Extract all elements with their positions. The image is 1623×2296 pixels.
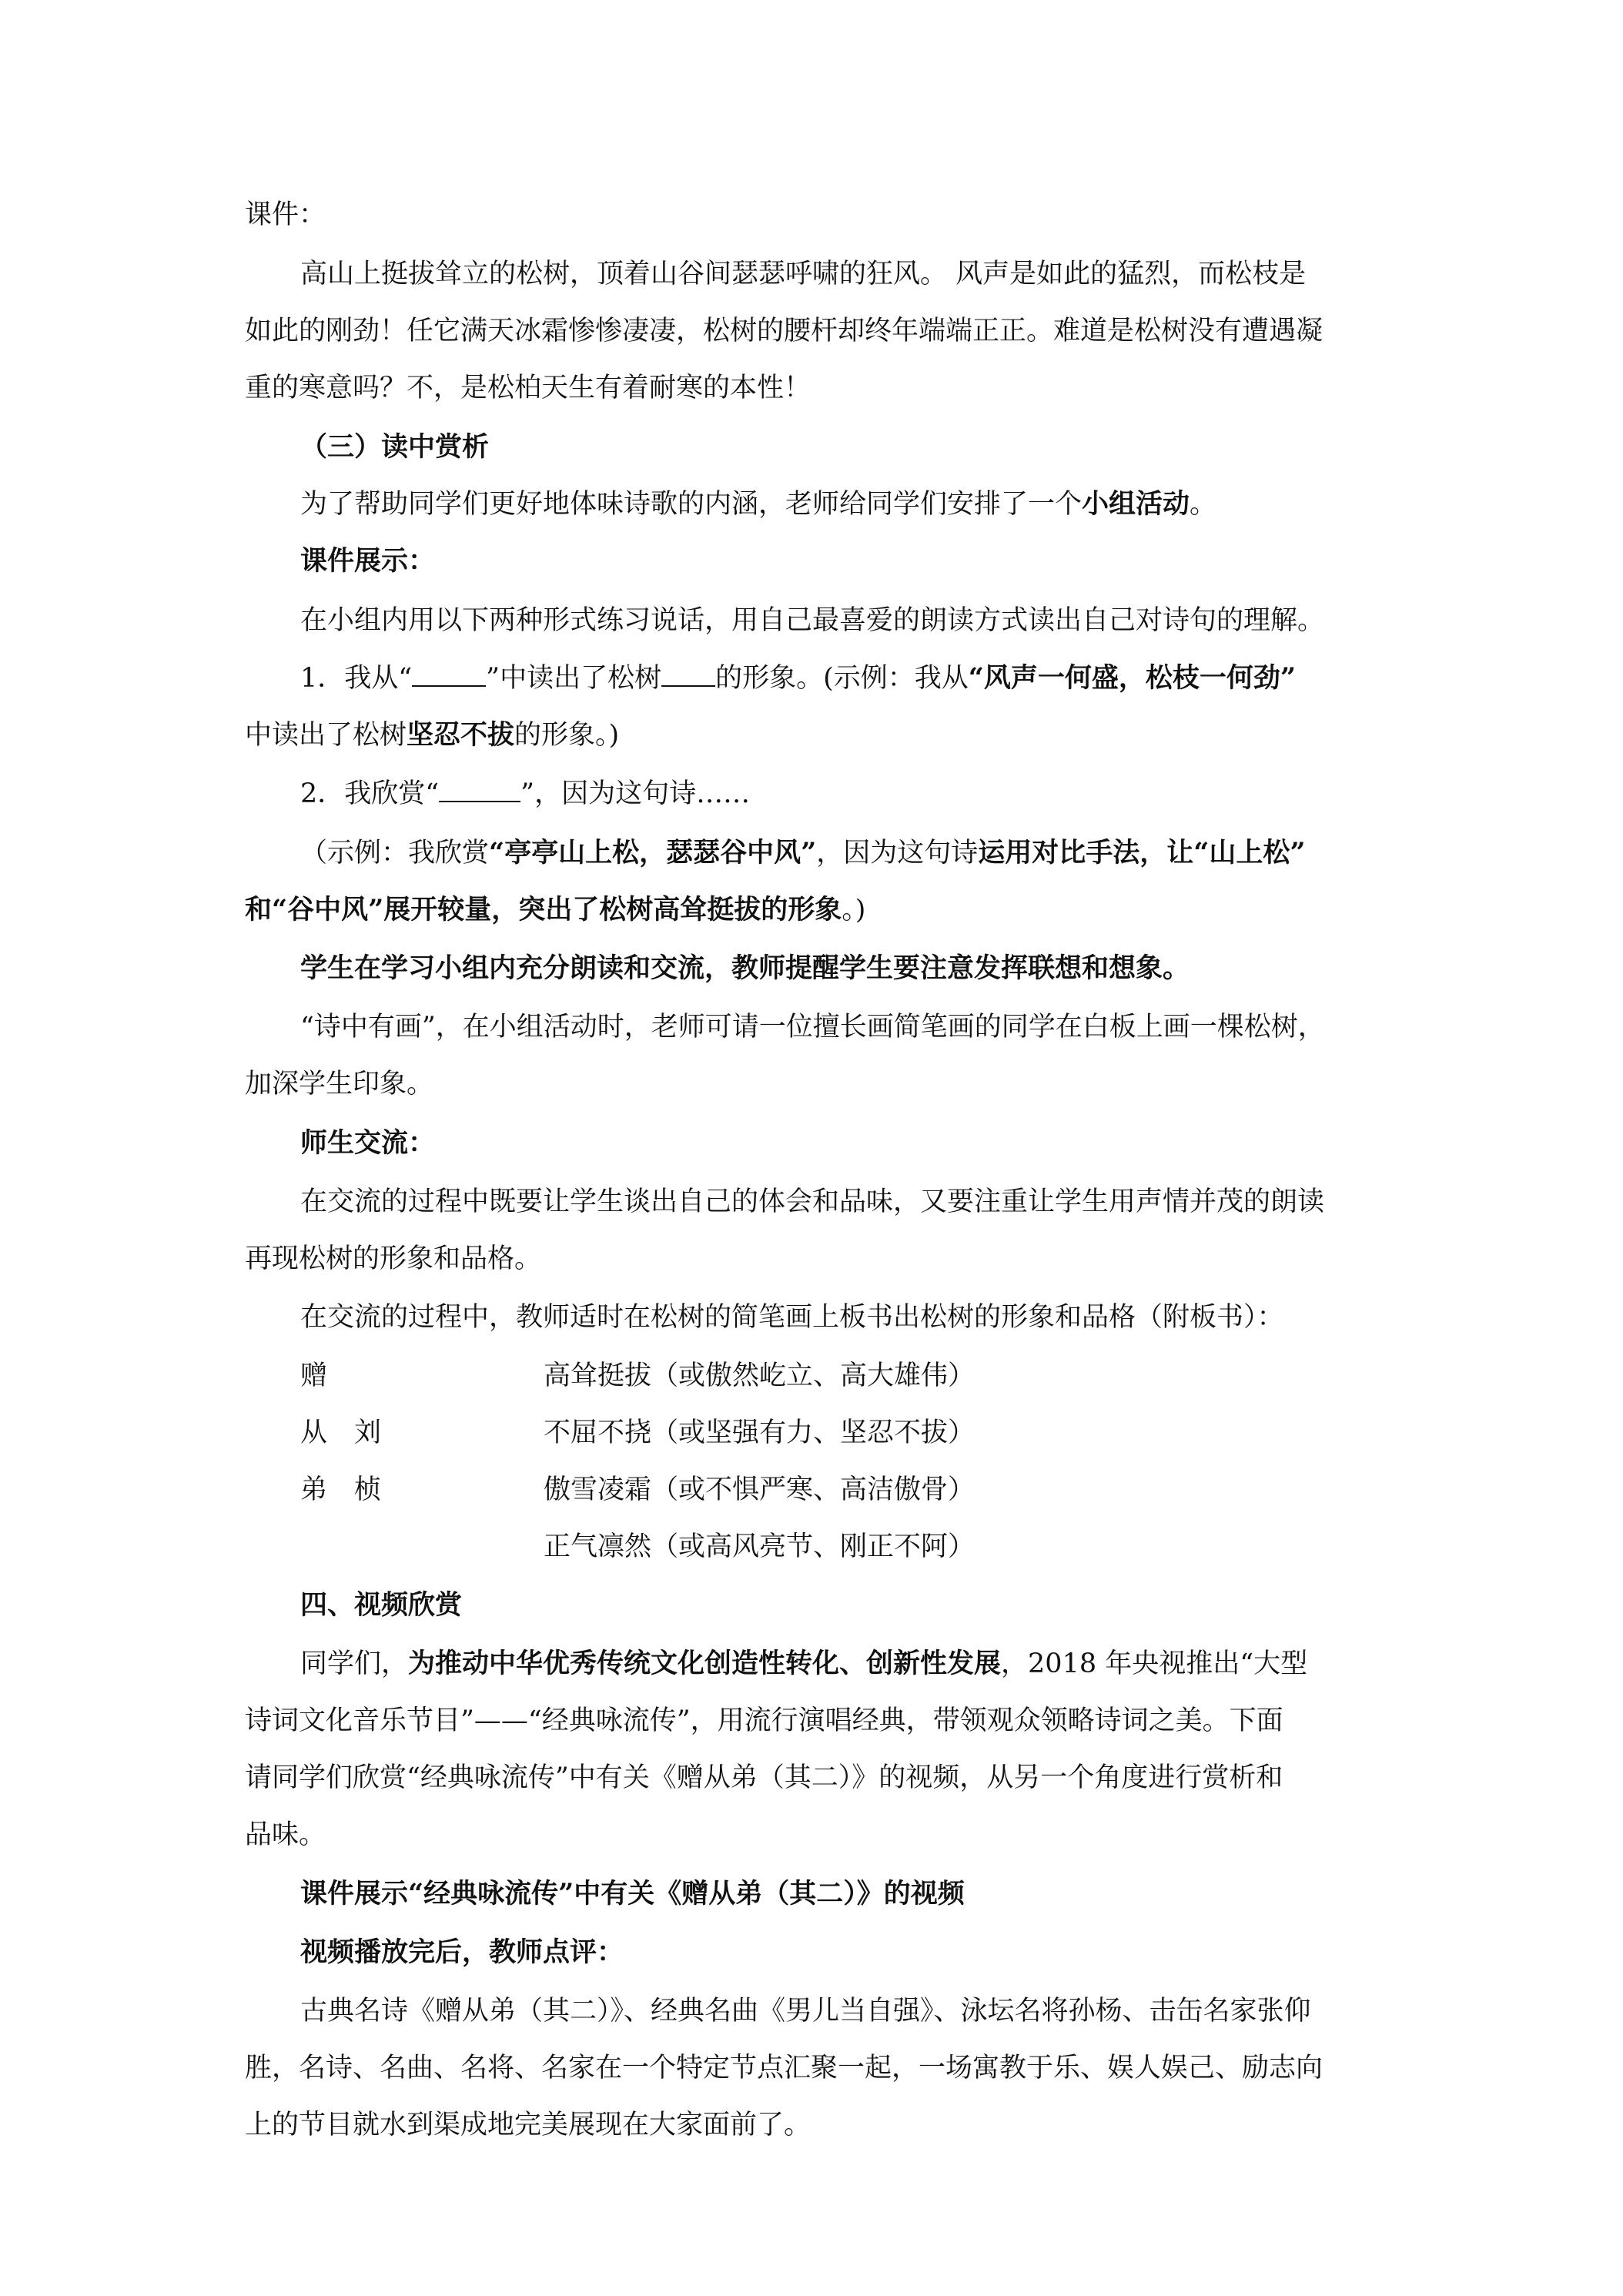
- example-line-2: [245, 882, 1400, 938]
- question-2: [300, 766, 1455, 822]
- text-bold-segment: 坚忍不拔: [407, 719, 515, 751]
- board-left-3: 弟 桢: [300, 1474, 382, 1505]
- text-bold-segment: 运用对比手法，让“山上松”: [978, 837, 1306, 869]
- heading-courseware: 课件：: [245, 199, 326, 230]
- paragraph-review-2: 胜，名诗、名曲、名将、名家在一个特定节点汇聚一起，一场寓教于乐、娱人娱己、励志向: [245, 2053, 1323, 2083]
- paragraph-exchange-2: 再现松树的形象和品格。: [245, 1243, 542, 1274]
- blank-line: [412, 664, 486, 687]
- text-segment: 。): [842, 895, 866, 925]
- paragraph-pine-3: 重的寒意吗？不，是松柏天生有着耐寒的本性！: [245, 373, 812, 403]
- paragraph-board-intro: 在交流的过程中，教师适时在松树的简笔画上板书出松树的形象和品格（附板书）：: [300, 1302, 1284, 1333]
- text-segment: 中读出了松树: [245, 720, 407, 751]
- label-courseware-video: 课件展示“经典咏流传”中有关《赠从弟（其二）》的视频: [300, 1878, 965, 1909]
- text-segment: ”中读出了松树: [486, 663, 662, 694]
- board-right-2: 不屈不挠（或坚强有力、坚忍不拔）: [544, 1417, 975, 1448]
- text-bold-segment: 小组活动: [1082, 488, 1190, 520]
- paragraph-student-reading: 学生在学习小组内充分朗读和交流，教师提醒学生要注意发挥联想和想象。: [300, 952, 1190, 984]
- paragraph-pine-2: 如此的刚劲！任它满天冰霜惨惨凄凄，松树的腰杆却终年端端正正。难道是松树没有遭遇凝: [245, 316, 1323, 346]
- paragraph-instruction: 在小组内用以下两种形式练习说话，用自己最喜爱的朗读方式读出自己对诗句的理解。: [300, 605, 1325, 636]
- paragraph-exchange-1: 在交流的过程中既要让学生谈出自己的体会和品味，又要注重让学生用声情并茂的朗读: [300, 1186, 1325, 1217]
- text-bold-segment: “风声一何盛，松枝一何劲”: [968, 662, 1296, 694]
- paragraph-review-3: 上的节目就水到渠成地完美展现在大家面前了。: [245, 2110, 812, 2140]
- board-right-3: 傲雪凌霜（或不惧严寒、高洁傲骨）: [544, 1474, 975, 1505]
- blank-line: [661, 664, 715, 687]
- text-bold-segment: 为推动中华优秀传统文化创造性转化、创新性发展: [408, 1648, 1002, 1679]
- text-segment: 为了帮助同学们更好地体味诗歌的内涵，老师给同学们安排了一个: [300, 489, 1083, 520]
- paragraph-video-2: 诗词文化音乐节目”——“经典咏流传”，用流行演唱经典，带领观众领略诗词之美。下面: [245, 1705, 1283, 1736]
- paragraph-poem-painting-1: “诗中有画”，在小组活动时，老师可请一位擅长画简笔画的同学在白板上画一棵松树，: [300, 1012, 1325, 1043]
- text-segment: ”，因为这句诗……: [520, 778, 751, 809]
- paragraph-pine-1: 高山上挺拔耸立的松树，顶着山谷间瑟瑟呼啸的狂风。 风声是如此的猛烈，而松枝是: [300, 259, 1307, 290]
- text-segment: ，因为这句诗: [816, 838, 979, 869]
- question-1-line-2: [245, 708, 1400, 763]
- paragraph-review-1: 古典名诗《赠从弟（其二）》、经典名曲《男儿当自强》、泳坛名将孙杨、击缶名家张仰: [300, 1996, 1311, 2027]
- text-segment: 2．我欣赏“: [300, 778, 440, 809]
- question-1-line-1: [300, 651, 1455, 706]
- section-heading-reading-analysis: （三）读中赏析: [300, 431, 490, 463]
- board-right-1: 高耸挺拔（或傲然屹立、高大雄伟）: [544, 1361, 975, 1391]
- text-segment: 的形象。(示例：我从: [715, 663, 969, 694]
- paragraph-poem-painting-2: 加深学生印象。: [245, 1069, 434, 1099]
- paragraph-group-activity: [300, 477, 1455, 532]
- board-left-1: 赠: [300, 1361, 328, 1391]
- blank-line: [439, 779, 520, 802]
- label-teacher-student-exchange: 师生交流：: [300, 1127, 436, 1159]
- text-segment: 。: [1190, 489, 1217, 520]
- text-bold-segment: 和“谷中风”展开较量，突出了松树高耸挺拔的形象: [245, 894, 842, 925]
- paragraph-video-4: 品味。: [245, 1819, 326, 1850]
- text-bold-segment: “亭亭山上松，瑟瑟谷中风”: [489, 837, 817, 869]
- text-segment: 的形象。): [514, 720, 620, 751]
- label-courseware-display: 课件展示：: [300, 545, 436, 577]
- label-video-review: 视频播放完后，教师点评：: [300, 1936, 624, 1968]
- text-segment: ，2018 年央视推出“大型: [1001, 1648, 1308, 1679]
- text-segment: 1．我从“: [300, 663, 413, 694]
- section-heading-video: 四、视频欣赏: [300, 1589, 463, 1621]
- text-segment: 同学们，: [300, 1648, 409, 1679]
- board-left-2: 从 刘: [300, 1417, 382, 1448]
- text-segment: （示例：我欣赏: [300, 838, 490, 869]
- board-right-4: 正气凛然（或高风亮节、刚正不阿）: [544, 1531, 975, 1562]
- paragraph-video-1: [300, 1636, 1455, 1692]
- example-line-1: [300, 825, 1455, 881]
- paragraph-video-3: 请同学们欣赏“经典咏流传”中有关《赠从弟（其二）》的视频，从另一个角度进行赏析和: [245, 1762, 1283, 1793]
